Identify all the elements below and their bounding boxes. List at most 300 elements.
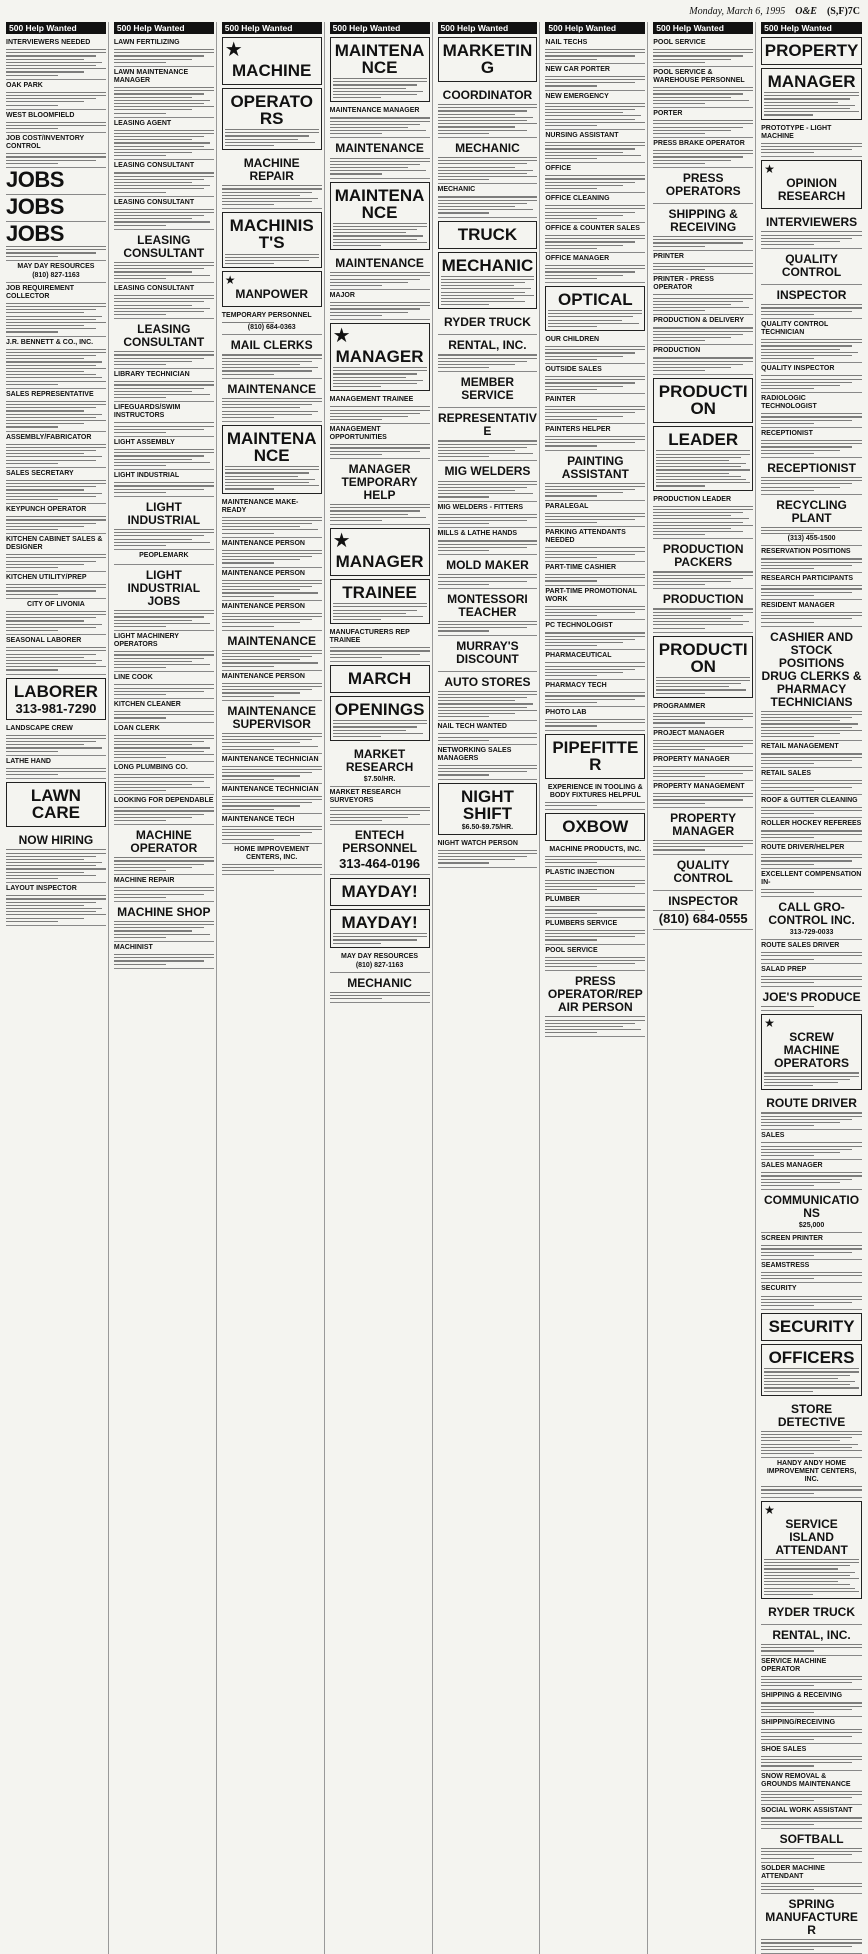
ad-heading: PEOPLEMARK: [139, 552, 189, 559]
ad-heading: SERVICE MACHINE OPERATOR: [761, 1657, 827, 1673]
classified-ad: [114, 160, 214, 196]
classified-ad: [761, 37, 862, 65]
ad-heading: TRUCK: [457, 224, 518, 244]
classified-ad: [653, 315, 753, 345]
ad-body-text: [222, 733, 322, 750]
classified-ad: [438, 528, 538, 555]
star-icon: ★: [764, 1016, 775, 1031]
classified-ad: [545, 37, 645, 64]
classified-ad: [545, 91, 645, 131]
classified-ad: [114, 825, 214, 875]
ad-body-text: [114, 774, 214, 791]
ad-body-text: [545, 692, 645, 703]
classified-ad: [653, 378, 753, 423]
ad-heading: MANAGEMENT OPPORTUNITIES: [329, 426, 387, 442]
classified-ad: [761, 1313, 862, 1341]
ad-heading: INTERVIEWERS: [766, 215, 858, 230]
ad-body-text: [222, 322, 322, 323]
ad-body-text: [6, 895, 106, 922]
ad-heading: OPINION RESEARCH: [777, 176, 846, 204]
ad-body-text: [114, 711, 214, 718]
classified-ad: [114, 550, 214, 565]
classified-ad: [545, 253, 645, 283]
ad-heading: COORDINATOR: [442, 88, 533, 102]
ad-body-text: [761, 807, 862, 814]
ad-heading: MANPOWER: [235, 287, 309, 302]
classified-ad: [761, 1894, 862, 1954]
ad-body-text: [114, 807, 214, 821]
ad-heading: ROUTE DRIVER: [766, 1096, 857, 1111]
ad-body-text: [545, 376, 645, 390]
classified-ad: [222, 212, 322, 268]
star-icon: ★: [764, 162, 775, 177]
classified-ad: [545, 971, 645, 1037]
ad-body-text: [6, 92, 106, 106]
ad-heading: PLUMBER: [545, 896, 580, 904]
ad-body-text: [438, 850, 538, 864]
classified-ad: [545, 64, 645, 91]
ad-heading: PROPERTY MANAGER: [670, 810, 737, 838]
classified-ad: [545, 527, 645, 562]
ad-heading: PORTER: [653, 110, 683, 118]
ad-heading: NIGHT SHIFT: [460, 786, 514, 823]
star-icon: ★: [224, 273, 236, 288]
classified-ad: [330, 182, 430, 251]
classified-ad: [6, 133, 106, 168]
column-heading: 500 Help Wanted: [438, 22, 538, 34]
ad-heading: ASSEMBLY/FABRICATOR: [6, 433, 92, 441]
ad-body-text: [438, 540, 538, 551]
ad-heading: SOFTBALL: [779, 1831, 844, 1846]
ad-heading: SHIPPING & RECEIVING: [668, 206, 738, 234]
classified-ad: [330, 105, 430, 138]
classified-ad: [222, 754, 322, 784]
classified-ad: [761, 1602, 862, 1625]
classified-ad: [545, 562, 645, 586]
classified-ad: [330, 323, 430, 391]
ad-heading: QUALITY CONTROL TECHNICIAN: [761, 320, 829, 336]
ad-heading: LEADER: [668, 430, 739, 450]
ad-heading: OFFICE CLEANING: [545, 195, 610, 203]
ad-heading: PHARMACEUTICAL: [545, 652, 612, 660]
column-heading: 500 Help Wanted: [653, 22, 753, 34]
ad-body-text: [761, 1644, 862, 1651]
ad-heading: PROTOTYPE - LIGHT MACHINE: [761, 124, 832, 140]
ad-body-text: [656, 450, 750, 486]
ad-body-text: [761, 1142, 862, 1156]
ad-phone-number: (810) 684-0555: [658, 910, 748, 926]
publication-name: O&E: [795, 5, 817, 17]
classified-ad: [653, 168, 753, 204]
ad-body-text: [114, 651, 214, 668]
ad-heading: CALL GRO-CONTROL INC.: [768, 900, 855, 928]
ad-phone-number: (313) 455-1500: [787, 535, 836, 543]
ad-body-text: [764, 92, 859, 115]
classified-ad: [761, 818, 862, 842]
ad-body-text: [761, 1245, 862, 1256]
ad-body-text: [653, 793, 753, 804]
classified-ad: [545, 844, 645, 868]
classified-ad: [438, 721, 538, 745]
classified-ad: [545, 451, 645, 501]
ad-heading: MURRAY'S DISCOUNT: [456, 638, 519, 666]
ad-body-text: [222, 864, 322, 871]
ad-phone-number: 313-729-0033: [789, 929, 834, 937]
ad-body-text: [114, 482, 214, 493]
ad-body-text: [761, 143, 862, 154]
classified-ad: [438, 372, 538, 408]
ad-heading: SCREEN PRINTER: [761, 1235, 823, 1243]
ad-phone-number: 313-464-0196: [339, 856, 421, 871]
classified-ad: [653, 701, 753, 728]
classified-ad: [6, 534, 106, 572]
ad-heading: PROPERTY: [764, 41, 859, 60]
ad-body-text: [333, 933, 427, 944]
classified-ad: [330, 394, 430, 424]
ad-heading: SALES: [761, 1132, 785, 1140]
ad-body-text: [222, 683, 322, 697]
classified-ad: [6, 195, 106, 222]
classified-column: [543, 22, 648, 1954]
classified-ad: [761, 1130, 862, 1160]
ad-heading: JOB REQUIREMENT COLLECTOR: [6, 284, 75, 300]
ad-heading: INSPECTOR: [776, 288, 847, 303]
ad-body-text: [438, 621, 538, 632]
classified-ad: [761, 1260, 862, 1284]
ad-body-text: [6, 303, 106, 333]
classified-ad: [653, 855, 753, 891]
classified-ad: [653, 781, 753, 808]
classified-ad: [330, 459, 430, 525]
ad-body-text: [761, 1296, 862, 1307]
classified-ad: [114, 470, 214, 497]
ad-heading: RYDER TRUCK: [443, 315, 531, 330]
ad-heading: JOB COST/INVENTORY CONTROL: [6, 135, 85, 151]
ad-body-text: [653, 571, 753, 585]
ad-body-text: [438, 440, 538, 457]
ad-heading: HOME IMPROVEMENT CENTERS, INC.: [234, 845, 310, 861]
ad-heading: QUALITY INSPECTOR: [761, 365, 835, 373]
ad-heading: ROOF & GUTTER CLEANING: [761, 796, 858, 804]
classified-ad: [545, 394, 645, 424]
ad-body-text: [6, 611, 106, 631]
ad-heading: MAINTENANCE: [227, 381, 317, 396]
classified-ad: [545, 680, 645, 707]
ad-body-text: [653, 327, 753, 341]
column-heading: 500 Help Wanted: [222, 22, 322, 34]
star-icon: ★: [224, 39, 243, 61]
classified-column: [4, 22, 109, 1954]
section-page-number: (S,F)7C: [826, 5, 860, 17]
ad-heading: MONTESSORI TEACHER: [447, 591, 528, 619]
ad-heading: J.R. BENNETT & CO., INC.: [6, 338, 94, 346]
ad-body-text: [653, 713, 753, 724]
classified-ad: [6, 168, 106, 195]
ad-body-text: [438, 157, 538, 180]
ad-heading: MAINTENANCE: [335, 256, 424, 271]
ad-heading: RESERVATION POSITIONS: [761, 548, 851, 556]
classified-ad: [114, 67, 214, 118]
ad-heading: NURSING ASSISTANT: [545, 132, 619, 139]
ad-heading: REPRESENTATIVE: [437, 411, 537, 439]
ad-heading: POOL SERVICE & WAREHOUSE PERSONNEL: [653, 68, 745, 84]
ad-heading: PARALEGAL: [545, 502, 589, 510]
ad-body-text: [114, 954, 214, 965]
classified-ad: [653, 636, 753, 698]
ad-body-text: [222, 517, 322, 534]
ad-heading: PLUMBERS SERVICE: [545, 919, 618, 927]
page-date: Monday, March 6, 1995: [689, 5, 786, 17]
classified-ad: [330, 744, 430, 787]
classified-ad: [545, 424, 645, 451]
classified-ad: [438, 184, 538, 217]
ad-body-text: [333, 223, 427, 246]
ad-heading: MIG WELDERS: [444, 464, 531, 479]
ad-heading: OFFICE MANAGER: [545, 254, 610, 262]
ad-heading: MAINTENANCE MAKE-READY: [221, 498, 299, 514]
ad-heading: INSPECTOR: [668, 893, 739, 908]
classified-ad: [114, 795, 214, 825]
ad-heading: MAINTENANCE: [335, 141, 424, 156]
classified-ad: [545, 894, 645, 918]
classified-ad: [114, 565, 214, 631]
ad-heading: KITCHEN CLEANER: [113, 701, 181, 708]
classified-ad: [761, 1829, 862, 1863]
ad-body-text: [761, 1817, 862, 1824]
ad-heading: LEASING CONSULTANT: [123, 322, 205, 350]
ad-body-text: [545, 142, 645, 159]
ad-body-text: [330, 272, 430, 286]
ad-body-text: [545, 719, 645, 726]
ad-heading: MAJOR: [329, 292, 355, 299]
classified-ad: [761, 1717, 862, 1744]
ad-heading: OXBOW: [562, 816, 629, 836]
ad-heading: PRODUCTION: [653, 347, 701, 355]
ad-heading: MANAGER: [335, 346, 424, 366]
ad-phone-number: (810) 684-0363: [247, 324, 296, 332]
classified-ad: [761, 627, 862, 742]
classified-ad: [330, 951, 430, 973]
ad-heading: LAYOUT INSPECTOR: [6, 885, 77, 893]
ad-heading: MOLD MAKER: [446, 558, 529, 573]
ad-heading: PC TECHNOLOGIST: [545, 622, 613, 630]
ad-body-text: [761, 231, 862, 245]
ad-body-text: [114, 610, 214, 627]
ad-heading: PROPERTY MANAGEMENT: [653, 783, 745, 790]
classified-ad: [545, 620, 645, 650]
ad-heading: PAINTERS HELPER: [545, 425, 611, 433]
ad-heading: SALES REPRESENTATIVE: [6, 390, 94, 398]
ad-body-text: [761, 1848, 862, 1859]
ad-heading: LIBRARY TECHNICIAN: [113, 371, 190, 379]
ad-heading: MANAGEMENT TRAINEE: [329, 396, 414, 404]
classified-ad: [545, 813, 645, 841]
classified-ad: [545, 130, 645, 163]
star-icon: ★: [332, 324, 351, 347]
classified-ad: [761, 1805, 862, 1829]
ad-heading: SALES MANAGER: [761, 1162, 823, 1170]
classified-ad: [6, 830, 106, 883]
classified-ad: [761, 897, 862, 940]
ad-body-text: [761, 1939, 862, 1950]
star-icon: ★: [332, 530, 351, 553]
classified-ad: [6, 468, 106, 504]
classified-ad: [653, 891, 753, 930]
ad-heading: LOOKING FOR DEPENDABLE: [113, 797, 214, 805]
ad-heading: SECURITY: [761, 1285, 797, 1293]
ad-heading: RETAIL MANAGEMENT: [761, 743, 839, 751]
classified-ad: [222, 335, 322, 378]
ad-heading: MAINTENANCE MANAGER: [329, 107, 420, 115]
ad-body-text: [761, 585, 862, 596]
ad-body-text: [761, 711, 862, 738]
classified-ad: [653, 808, 753, 855]
ad-heading: MECHANIC: [347, 975, 412, 990]
ad-body-text: [438, 765, 538, 776]
ad-heading: LIGHT INDUSTRIAL: [127, 499, 201, 527]
ad-heading: RADIOLOGIC TECHNOLOGIST: [761, 395, 817, 411]
ad-heading: MACHINIST'S: [229, 216, 314, 253]
ad-heading: OUR CHILDREN: [545, 336, 600, 343]
ad-heading: SOLDER MACHINE ATTENDANT: [761, 1864, 825, 1880]
ad-body-text: [6, 349, 106, 385]
classified-ad: [114, 875, 214, 902]
classified-ad: [222, 379, 322, 422]
ad-heading: PRODUCTION: [658, 382, 748, 419]
ad-phone-number: (810) 827-1163: [32, 271, 80, 279]
classified-ad: [761, 393, 862, 428]
classified-ad: [222, 271, 322, 307]
ad-body-text: [761, 1702, 862, 1713]
ad-body-text: [438, 514, 538, 525]
classified-ad: [438, 555, 538, 589]
classified-ad: [114, 118, 214, 161]
ad-body-text: [114, 529, 214, 546]
ad-body-text: [761, 1486, 862, 1493]
ad-body-text: [114, 735, 214, 758]
classified-ad: [761, 1233, 862, 1260]
ad-heading: MANUFACTURERS REP TRAINEE: [329, 629, 410, 645]
ad-heading: LEASING CONSULTANT: [113, 162, 195, 170]
classified-ad: [761, 160, 862, 209]
classified-ad: [6, 756, 106, 780]
classified-column: [328, 22, 433, 1954]
classified-ad: [114, 37, 214, 67]
ad-body-text: [761, 304, 862, 315]
ad-heading: PAINTER: [545, 395, 576, 403]
ad-heading: SEAMSTRESS: [761, 1261, 810, 1269]
ad-heading: KITCHEN CABINET SALES & DESIGNER: [6, 536, 103, 552]
classified-ad: [222, 814, 322, 844]
ad-heading: PLASTIC INJECTION: [545, 869, 615, 877]
ad-heading: RETAIL SALES: [761, 770, 812, 778]
ad-heading: SECURITY: [768, 1317, 855, 1337]
ad-body-text: [330, 647, 430, 658]
classified-ad: [222, 784, 322, 814]
ad-heading: RESEARCH PARTICIPANTS: [761, 575, 854, 583]
ad-heading: MAINTENANCE: [334, 41, 425, 77]
classified-ad: [653, 274, 753, 315]
ad-body-text: [114, 857, 214, 871]
ad-heading: PRINTER - PRESS OPERATOR: [653, 276, 714, 292]
ad-body-text: [761, 1112, 862, 1126]
classified-ad: [222, 844, 322, 876]
ad-heading: NEW EMERGENCY: [545, 92, 609, 100]
ad-body-text: [545, 235, 645, 249]
ad-heading: MAINTENANCE: [226, 429, 317, 465]
classified-ad: [438, 85, 538, 138]
ad-body-text: [653, 236, 753, 247]
classified-ad: [114, 369, 214, 402]
ad-heading: PRODUCTION & DELIVERY: [653, 317, 744, 325]
classified-ad: [6, 37, 106, 80]
ad-body-text: [114, 887, 214, 898]
ad-body-text: [545, 930, 645, 941]
classified-ad: [6, 222, 106, 261]
classified-ad: [761, 600, 862, 627]
ad-heading: QUALITY CONTROL: [781, 252, 842, 280]
ad-body-text: [545, 436, 645, 447]
ad-heading: LAWN FERTILIZING: [113, 39, 180, 46]
ad-heading: MANAGER: [767, 72, 856, 91]
ad-body-text: [545, 406, 645, 420]
classified-ad: [114, 631, 214, 672]
classified-ad: [545, 334, 645, 364]
ad-body-text: [6, 480, 106, 500]
classified-ad: [330, 424, 430, 459]
classified-ad: [222, 601, 322, 631]
column-heading: 500 Help Wanted: [545, 22, 645, 34]
ad-body-text: [653, 608, 753, 628]
classified-ad: [761, 319, 862, 363]
ad-body-text: [6, 768, 106, 775]
ad-body-text: [6, 246, 106, 257]
classified-ad: [222, 538, 322, 568]
ad-body-text: [761, 558, 862, 569]
classified-ad: [545, 945, 645, 972]
ad-heading: KEYPUNCH OPERATOR: [6, 506, 87, 514]
ad-body-text: [330, 406, 430, 420]
classified-ad: [761, 1283, 862, 1310]
ad-heading: RECEPTIONIST: [767, 460, 856, 475]
ad-heading: MAYDAY!: [341, 882, 418, 901]
ad-body-text: [225, 254, 319, 265]
classified-ad: [330, 665, 430, 693]
ad-body-text: [545, 1016, 645, 1033]
ad-body-text: [225, 129, 319, 146]
ad-body-text: [438, 354, 538, 368]
ad-body-text: [761, 753, 862, 764]
ad-heading: MARKET RESEARCH: [345, 747, 414, 775]
classified-ad: [761, 768, 862, 795]
ad-body-text: [548, 310, 642, 327]
classified-ad: [761, 212, 862, 249]
ad-body-text: [761, 440, 862, 454]
classified-ad: [330, 627, 430, 662]
ad-heading: MARKETING: [442, 41, 533, 77]
classified-ad: [761, 964, 862, 988]
classified-ad: [438, 312, 538, 335]
ad-body-text: [222, 398, 322, 418]
ad-phone-number: (810) 827-1163: [355, 961, 404, 969]
ad-heading: NIGHT WATCH PERSON: [437, 839, 518, 847]
ad-body-text: [545, 957, 645, 968]
ad-heading: MARKET RESEARCH SURVEYORS: [329, 789, 401, 805]
ad-heading: PROGRAMMER: [653, 702, 706, 710]
ad-body-text: [333, 78, 427, 98]
classified-ad: [653, 539, 753, 589]
column-heading: 500 Help Wanted: [330, 22, 430, 34]
